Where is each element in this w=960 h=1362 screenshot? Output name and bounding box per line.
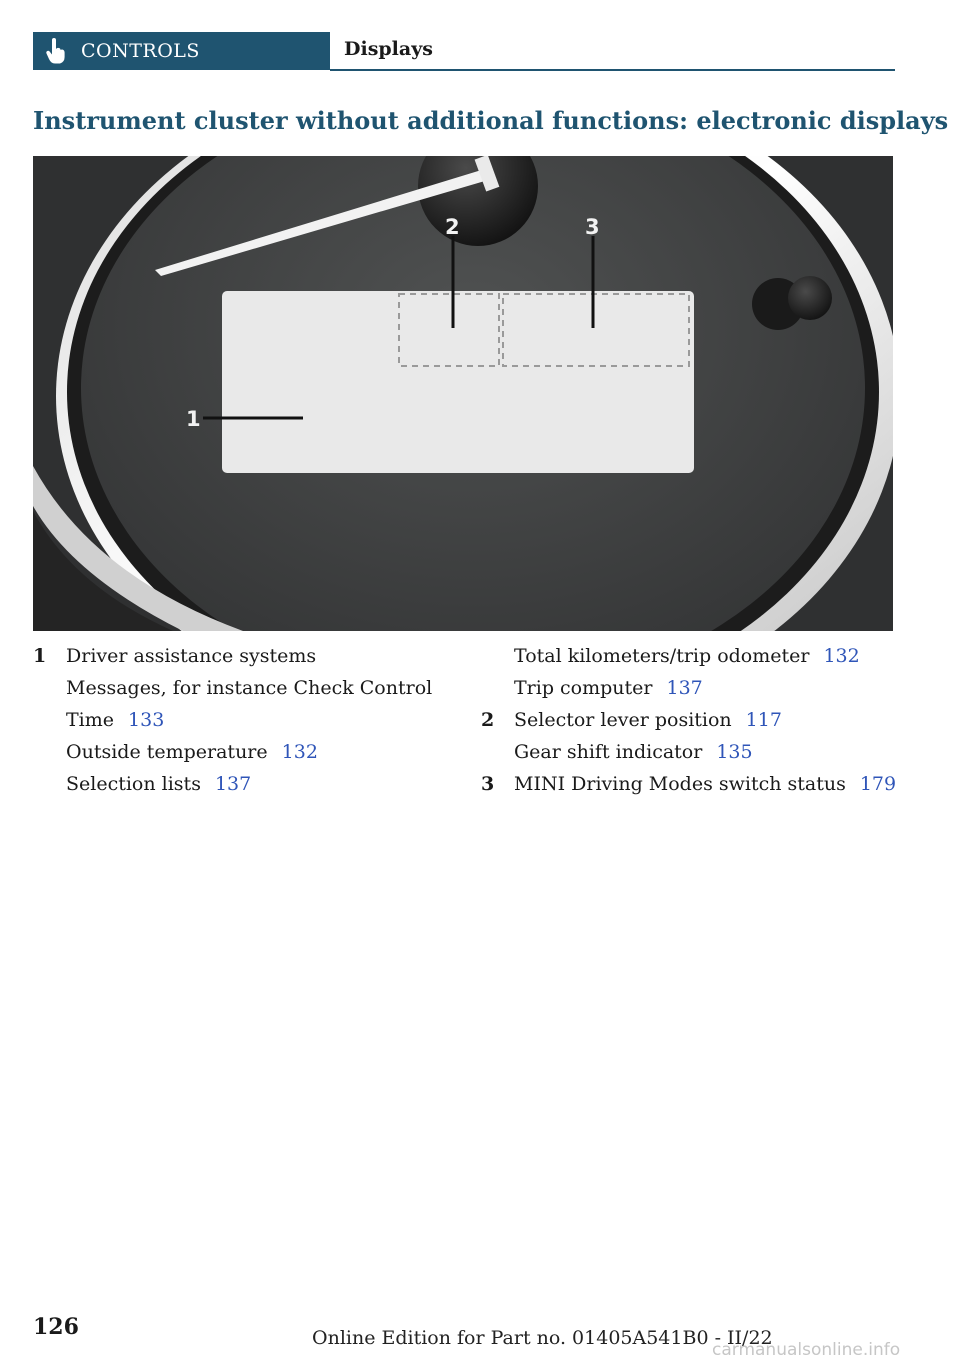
item-text: Time bbox=[66, 709, 115, 731]
callout-2: 2 bbox=[445, 215, 460, 239]
instrument-cluster-illustration bbox=[33, 156, 893, 631]
section-tab[interactable] bbox=[33, 32, 330, 70]
page-ref-link[interactable]: 179 bbox=[859, 773, 897, 795]
callout-1: 1 bbox=[186, 407, 201, 431]
page-ref-link[interactable]: 137 bbox=[214, 773, 252, 795]
legend-item bbox=[33, 704, 433, 736]
item-text: Driver assistance systems bbox=[66, 645, 317, 667]
legend-item bbox=[33, 736, 433, 768]
item-text: Gear shift indicator bbox=[514, 741, 703, 763]
instrument-cluster-figure bbox=[33, 156, 893, 631]
edition-note: Online Edition for Part no. 01405A541B0 - II/22 bbox=[312, 1327, 773, 1349]
item-text: Trip computer bbox=[514, 677, 653, 699]
chapter-title: Displays bbox=[344, 38, 433, 60]
header-divider bbox=[330, 69, 895, 71]
legend-right-column bbox=[481, 640, 901, 800]
legend-item bbox=[481, 672, 901, 704]
callout-3: 3 bbox=[585, 215, 600, 239]
legend-item bbox=[33, 640, 433, 672]
legend-left-column bbox=[33, 640, 433, 800]
item-number: 1 bbox=[33, 645, 47, 667]
item-text: Selection lists bbox=[66, 773, 201, 795]
page-number: 126 bbox=[33, 1314, 79, 1340]
page-ref-link[interactable]: 135 bbox=[716, 741, 753, 763]
item-number: 2 bbox=[481, 709, 495, 731]
legend-item bbox=[481, 640, 901, 672]
watermark: carmanualsonline.info bbox=[712, 1340, 901, 1360]
page-ref-link[interactable]: 132 bbox=[823, 645, 860, 667]
item-text: Selector lever position bbox=[514, 709, 732, 731]
section-label: CONTROLS bbox=[81, 40, 200, 62]
pointing-hand-icon bbox=[45, 38, 67, 64]
legend-item bbox=[33, 672, 433, 704]
item-text: MINI Driving Modes switch status bbox=[514, 773, 846, 795]
display-area bbox=[222, 291, 694, 473]
page-title: Instrument cluster without additional functions: electronic displays bbox=[33, 106, 949, 135]
item-text: Messages, for instance Check Control bbox=[66, 677, 433, 699]
page-ref-link[interactable]: 133 bbox=[128, 709, 165, 731]
item-number: 3 bbox=[481, 773, 495, 795]
legend-item bbox=[481, 768, 901, 800]
page-header bbox=[33, 32, 895, 72]
page-ref-link[interactable]: 132 bbox=[281, 741, 318, 763]
page-ref-link[interactable]: 137 bbox=[666, 677, 703, 699]
item-text: Outside temperature bbox=[66, 741, 268, 763]
item-text: Total kilometers/trip odometer bbox=[514, 645, 810, 667]
legend-item bbox=[481, 736, 901, 768]
legend-item bbox=[33, 768, 433, 800]
legend-item bbox=[481, 704, 901, 736]
page-ref-link[interactable]: 117 bbox=[745, 709, 782, 731]
